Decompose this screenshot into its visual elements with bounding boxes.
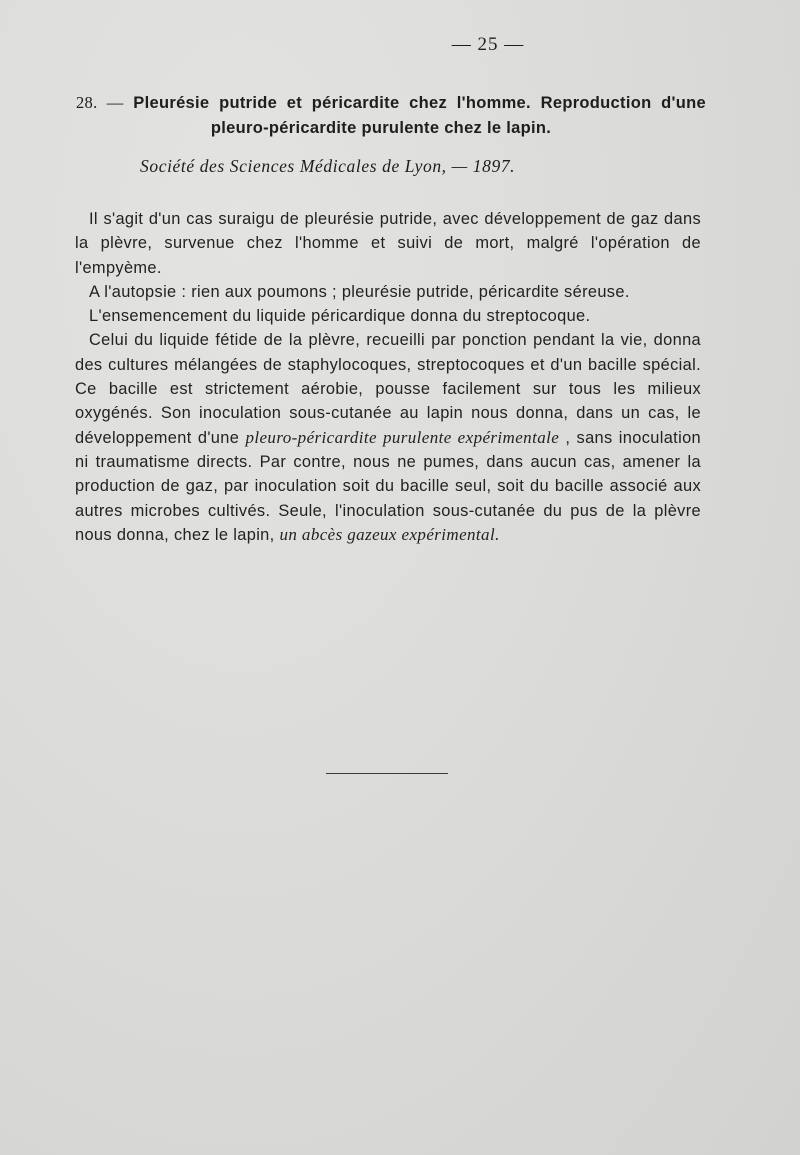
paragraph-4-part-b: , sans inoculation ni traumatisme directs. Par contre, nous ne pumes, dans aucun cas, amener la production de gaz, par inoculation soit du bacille seul, soit du bacille associé aux autres microbes cultivés. Seule, l'inoculation sous-cutanée du pus de la plèvre nous donna, chez le lapin, bbox=[75, 428, 702, 544]
paragraph-4 bbox=[75, 328, 701, 547]
paragraph-4-part-a: Celui du liquide fétide de la plèvre, recueilli par ponction pendant la vie, donna des cultures mélangées de staphylocoques, streptocoques et d'un bacille spécial. Ce bacille est strictement aérobie, pousse facilement sur tous les milieux oxygénés. Son inoculation sous-cutanée au lapin nous donna, dans un cas, le développement d'une bbox=[75, 331, 701, 447]
entry-title-line2: pleuro-péricardite purulente chez le lapin. bbox=[210, 119, 552, 137]
entry-title-line1 bbox=[76, 90, 706, 116]
paragraph-4-italic-end: un abcès gazeux expérimental. bbox=[279, 524, 500, 544]
paragraph-3: L'ensemencement du liquide péricardique donna du streptocoque. bbox=[89, 307, 591, 326]
entry-title bbox=[76, 90, 706, 141]
page-number: — 25 — bbox=[451, 34, 525, 55]
entry-number: 28. — bbox=[76, 93, 124, 112]
entry-venue: Société des Sciences Médicales de Lyon, — 1897. bbox=[140, 156, 516, 176]
section-divider bbox=[326, 773, 448, 774]
paragraph-2: A l'autopsie : rien aux poumons ; pleurésie putride, péricardite séreuse. bbox=[89, 282, 630, 301]
body-text bbox=[75, 207, 701, 547]
paragraph-4-italic: pleuro-péricardite purulente expérimentale bbox=[245, 427, 560, 447]
entry-title-text1: Pleurésie putride et péricardite chez l'homme. Reproduction d'une bbox=[133, 94, 707, 112]
paragraph-1: Il s'agit d'un cas suraigu de pleurésie putride, avec développement de gaz dans la plèvre, survenue chez l'homme et suivi de mort, malgré l'opération de l'empyème. bbox=[75, 210, 701, 277]
